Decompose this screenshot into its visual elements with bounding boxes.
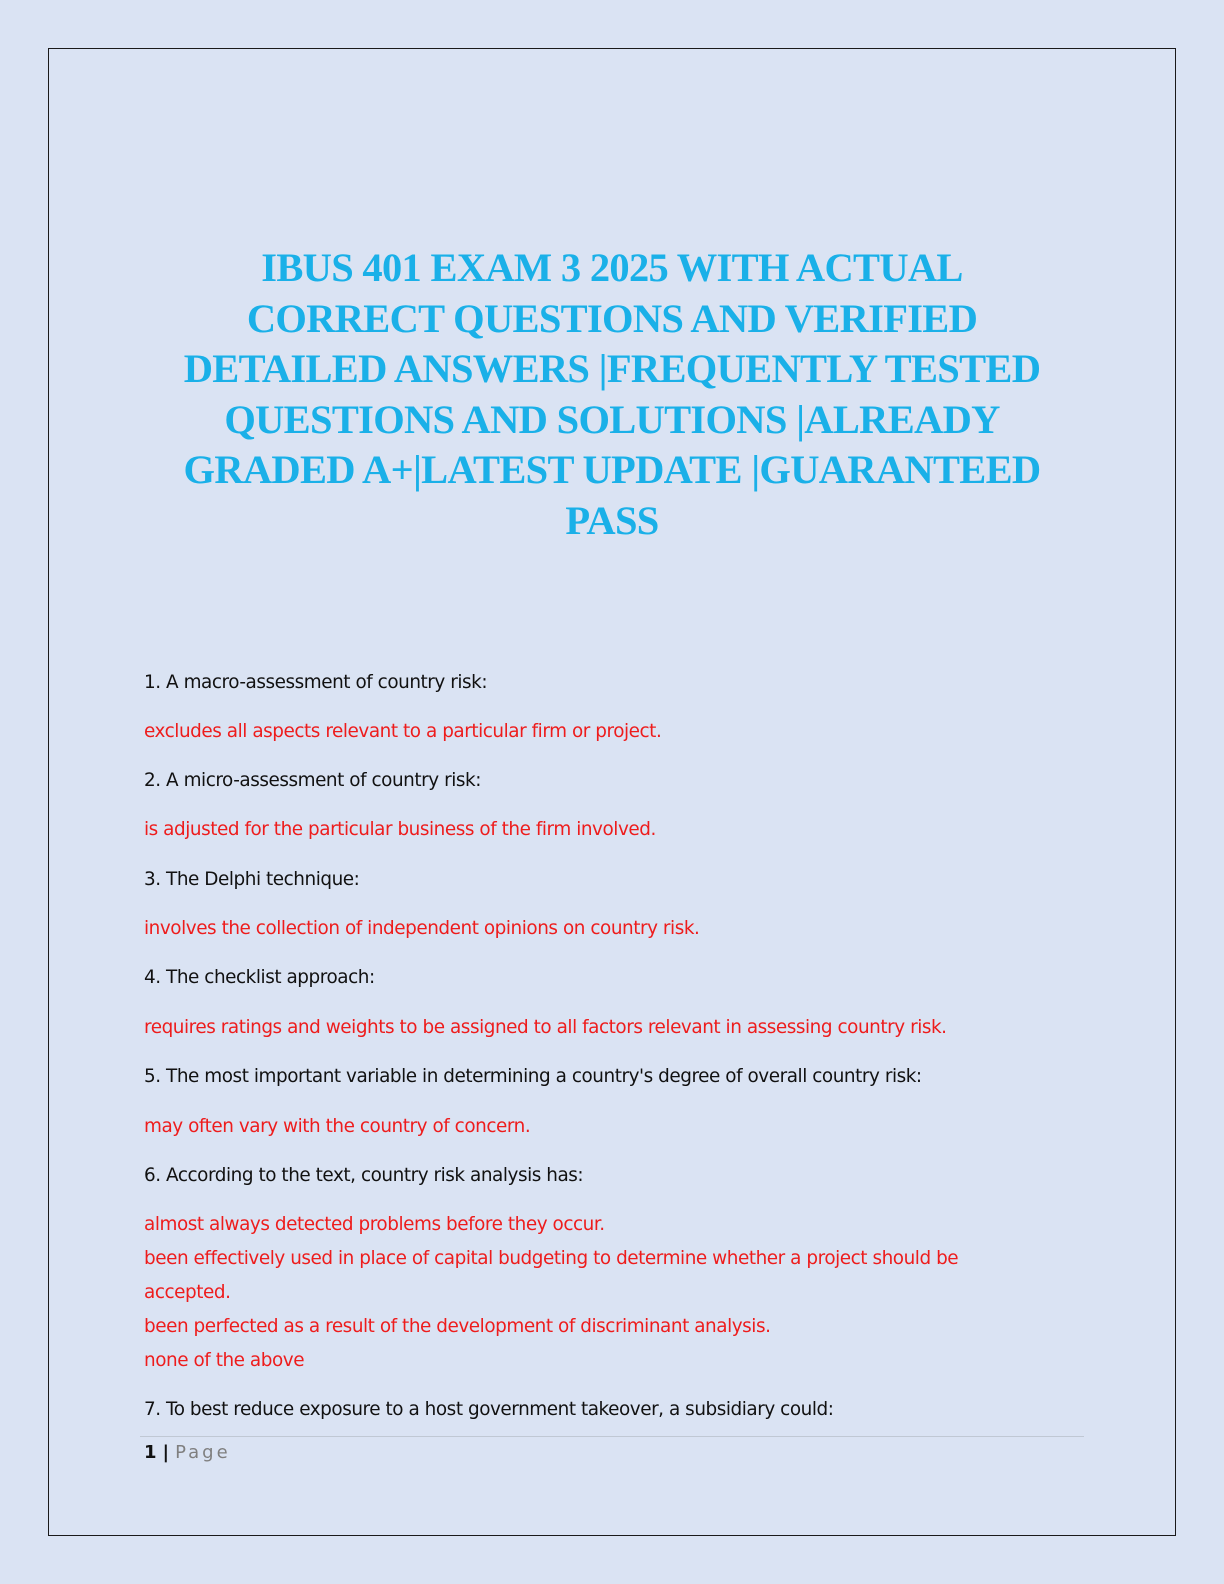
answer-5: may often vary with the country of concern.: [144, 1116, 531, 1137]
page-number: 1: [144, 1442, 157, 1463]
answer-4: requires ratings and weights to be assigned to all factors relevant in assessing country risk.: [144, 1017, 947, 1038]
title-line: PASS: [565, 497, 659, 543]
footer-divider: [140, 1436, 1084, 1437]
question-3: 3. The Delphi technique:: [144, 869, 360, 890]
answer-6-line: none of the above: [144, 1350, 305, 1371]
question-2: 2. A micro-assessment of country risk:: [144, 770, 481, 791]
question-5: 5. The most important variable in determining a country's degree of overall country risk:: [144, 1066, 922, 1087]
title-line: DETAILED ANSWERS |FREQUENTLY TESTED: [183, 346, 1041, 391]
question-4: 4. The checklist approach:: [144, 967, 375, 988]
page-label: Page: [175, 1442, 231, 1463]
title-line: QUESTIONS AND SOLUTIONS |ALREADY: [224, 396, 1000, 442]
answer-6-line: almost always detected problems before they occur.: [144, 1214, 605, 1235]
answer-2: is adjusted for the particular business of the firm involved.: [144, 819, 656, 840]
answer-1: excludes all aspects relevant to a particular firm or project.: [144, 721, 662, 742]
answer-3: involves the collection of independent opinions on country risk.: [144, 918, 700, 939]
answer-6-line: accepted.: [144, 1282, 231, 1303]
answer-6-line: been effectively used in place of capital budgeting to determine whether a project should be: [144, 1248, 959, 1269]
question-1: 1. A macro-assessment of country risk:: [144, 672, 488, 693]
page-footer: [144, 1440, 231, 1466]
title-line: CORRECT QUESTIONS AND VERIFIED: [246, 295, 978, 341]
title-line: GRADED A+|LATEST UPDATE |GUARANTEED: [183, 447, 1041, 492]
question-6: 6. According to the text, country risk analysis has:: [144, 1165, 584, 1186]
title-line: IBUS 401 EXAM 3 2025 WITH ACTUAL: [261, 245, 963, 290]
question-7: 7. To best reduce exposure to a host government takeover, a subsidiary could:: [144, 1399, 834, 1420]
document-title: [120, 243, 1104, 546]
answer-6-line: been perfected as a result of the development of discriminant analysis.: [144, 1316, 771, 1337]
footer-separator: |: [162, 1442, 170, 1463]
